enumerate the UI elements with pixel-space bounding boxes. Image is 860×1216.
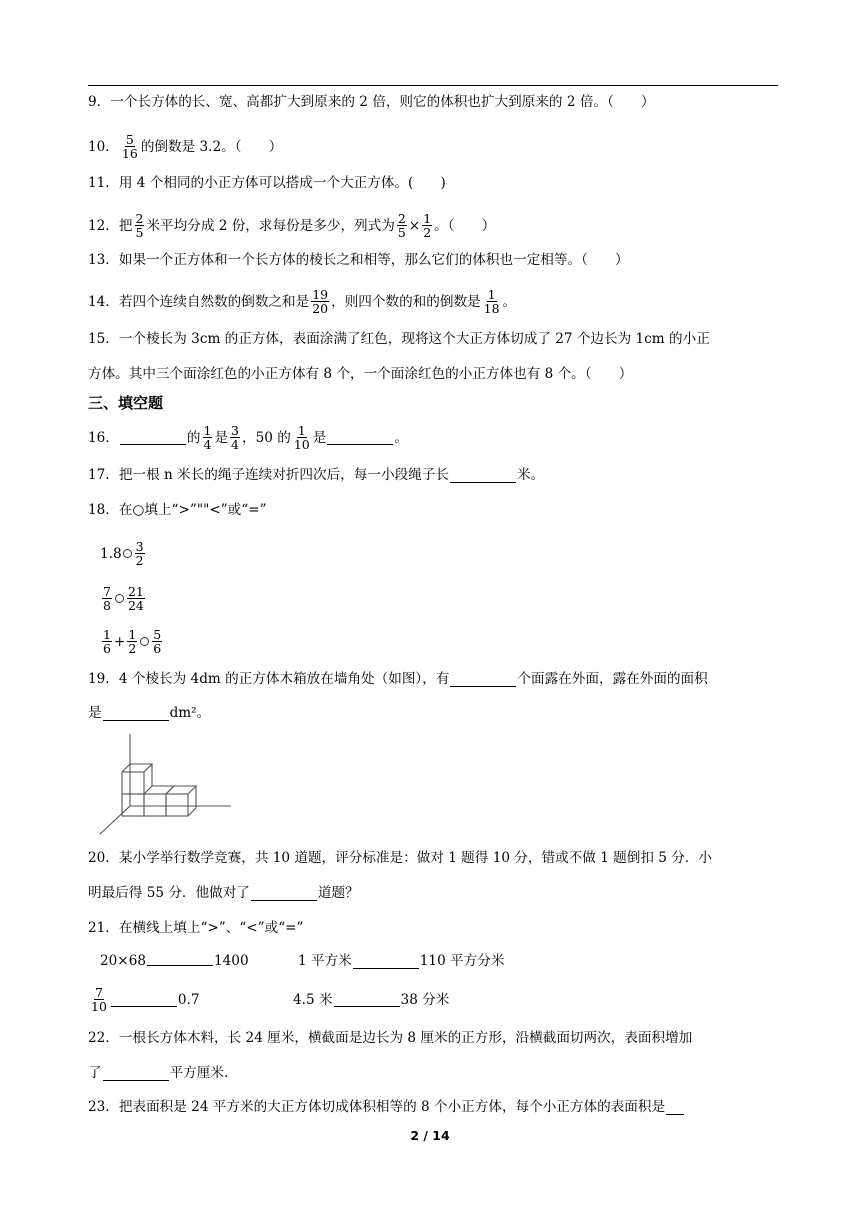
compare-circle — [115, 594, 124, 603]
page-number: 2 / 14 — [410, 1128, 450, 1143]
question-16: 16． 的 $\frac{1}{4}$ 是 $\frac{3}{4}$ ，50 的 $\frac{1}{10}$ 是 。 — [88, 423, 408, 452]
fraction: $\frac{2}{5}$ — [397, 211, 406, 240]
answer-blank — [251, 886, 317, 901]
compare-circle — [140, 637, 149, 646]
compare-row-1: 1.8 $\frac{3}{2}$ — [100, 539, 144, 568]
question-20-line2: 明最后得 55 分．他做对了 道题？ — [88, 885, 359, 901]
fraction: $\frac{5}{16}$ — [121, 132, 138, 161]
question-14: 14．若四个连续自然数的倒数之和是 $\frac{19}{20}$ ，则四个数的和的倒数是 $\frac{1}{18}$ 。 — [88, 287, 517, 316]
question-23: 23．把表面积是 24 平方米的大正方体切成体积相等的 8 个小正方体，每个小正方体的表面积是 — [88, 1097, 685, 1117]
fraction: $\frac{1}{2}$ — [423, 211, 432, 240]
answer-blank — [450, 468, 516, 483]
answer-blank — [353, 954, 419, 969]
question-22-line2: 了 平方厘米. — [88, 1065, 229, 1081]
answer-blank — [147, 951, 213, 966]
question-17: 17．把一根 n 米长的绳子连续对折四次后，每一小段绳子长 米。 — [88, 467, 545, 483]
compare-row-2: $\frac{7}{8}$ $\frac{21}{24}$ — [103, 584, 144, 613]
question-18: 18．在○填上“>”""<”或“=” — [88, 502, 267, 518]
header-rule — [88, 85, 778, 86]
compare-row-3: $\frac{1}{6}$ + $\frac{1}{2}$ $\frac{5}{6}$ — [103, 627, 162, 656]
question-21: 21．在横线上填上“>”、“<”或“=” — [88, 920, 304, 936]
answer-blank — [111, 992, 177, 1007]
fraction: $\frac{1}{10}$ — [293, 423, 310, 452]
fraction: $\frac{1}{4}$ — [203, 423, 212, 452]
question-22-line1: 22．一根长方体木料，长 24 厘米，横截面是边长为 8 厘米的正方形，沿横截面切两次，表面积增加 — [88, 1030, 693, 1046]
answer-blank — [450, 672, 516, 687]
fraction: $\frac{2}{5}$ — [135, 211, 144, 240]
answer-blank — [334, 992, 400, 1007]
answer-blank — [103, 706, 169, 721]
compare-line-2: $\frac{7}{10}$ 0.7 4.5 米 38 分米 — [91, 985, 450, 1014]
question-15-line1: 15．一个棱长为 3cm 的正方体，表面涂满了红色，现将这个大正方体切成了 27 个边长为 1cm 的小正 — [88, 331, 710, 347]
question-13: 13．如果一个正方体和一个长方体的棱长之和相等，那么它们的体积也一定相等。（ ） — [88, 252, 629, 268]
answer-blank — [327, 430, 393, 445]
question-9: 9．一个长方体的长、宽、高都扩大到原来的 2 倍，则它的体积也扩大到原来的 2 倍。（ ） — [88, 94, 655, 110]
compare-circle — [123, 549, 132, 558]
cube-corner-figure — [96, 734, 236, 836]
question-12: 12．把 $\frac{2}{5}$ 米平均分成 2 份，求每份是多少，列式为 $\frac{2}{5}$ × $\frac{1}{2}$ 。（ ） — [88, 211, 496, 240]
question-10: 10． $\frac{5}{16}$ 的倒数是 3.2。（ ） — [88, 132, 283, 161]
question-15-line2: 方体。其中三个面涂红色的小正方体有 8 个，一个面涂红色的小正方体也有 8 个。（ ） — [88, 366, 633, 382]
answer-blank — [103, 1066, 169, 1081]
fraction: $\frac{19}{20}$ — [312, 287, 329, 316]
answer-blank — [120, 430, 186, 445]
question-19-line2: 是 dm²。 — [88, 705, 211, 721]
section-title: 三、填空题 — [88, 394, 164, 412]
fraction: $\frac{3}{4}$ — [231, 423, 239, 452]
question-20-line1: 20．某小学举行数学竞赛，共 10 道题，评分标准是：做对 1 题得 10 分，错或不做 1 题倒扣 5 分．小 — [88, 850, 713, 866]
compare-line-1: 20×68 1400 1 平方米 110 平方分米 — [100, 953, 505, 969]
answer-blank — [666, 1100, 684, 1115]
question-19-line1: 19．4 个棱长为 4dm 的正方体木箱放在墙角处（如图），有 个面露在外面，露在外面的面积 — [88, 671, 708, 687]
fraction: $\frac{1}{18}$ — [483, 287, 500, 316]
question-11: 11．用 4 个相同的小正方体可以搭成一个大正方体。( ) — [88, 175, 446, 191]
